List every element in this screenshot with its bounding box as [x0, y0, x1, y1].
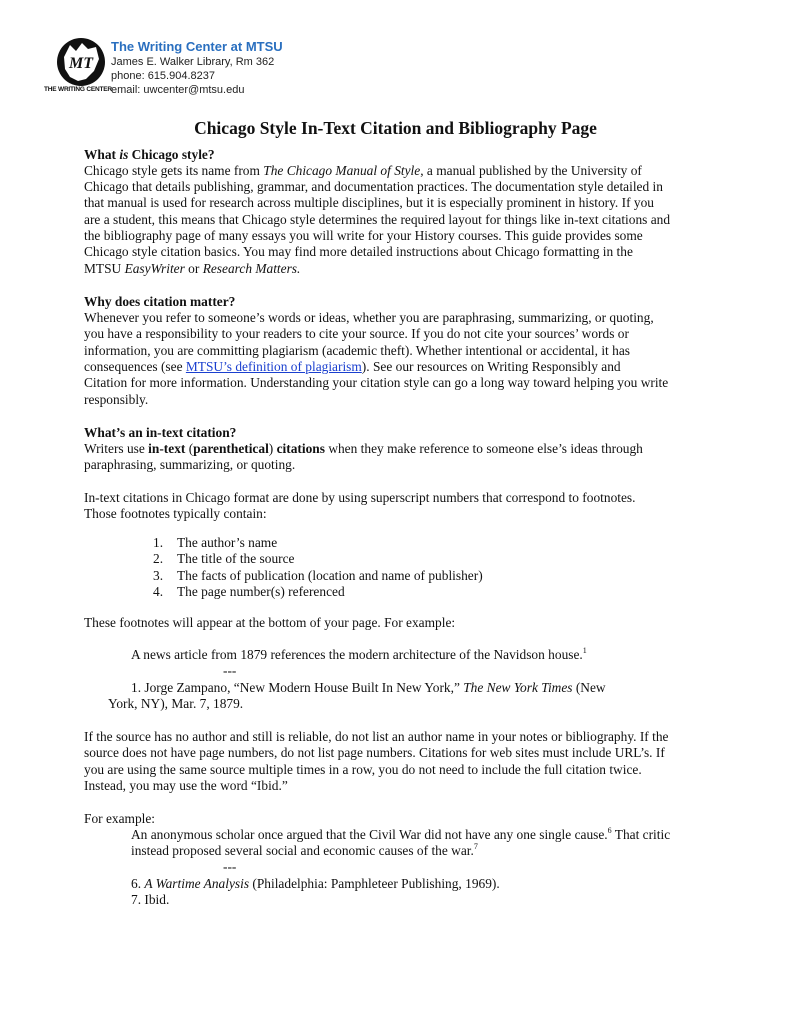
footnote-entry-continued: York, NY), Mar. 7, 1879. [108, 696, 244, 711]
paragraph-line: you have a responsibility to your readers to cite your source. If you do not cite your sources’ words or [84, 326, 629, 341]
org-address: James E. Walker Library, Rm 362 [111, 56, 275, 68]
footnote-entry: 6. A Wartime Analysis (Philadelphia: Pamphleteer Publishing, 1969). [131, 876, 500, 891]
footnote-separator: --- [223, 663, 237, 678]
list-item: The title of the source [177, 551, 295, 566]
paragraph-line: are a student, this means that Chicago style determines the required layout for things like in-text citations and [84, 212, 671, 227]
org-phone: phone: 615.904.8237 [111, 70, 215, 82]
paragraph-line: the bibliography page of many essays you will write for your History courses. This guide provides some [84, 228, 643, 243]
paragraph-line: Citation for more information. Understanding your citation style can go a long way toward helping you write [84, 375, 669, 390]
footnote-marker: 7 [473, 842, 478, 851]
paragraph-line: responsibly. [84, 392, 149, 407]
list-item: The page number(s) referenced [177, 584, 345, 599]
paragraph-line: Chicago that details publishing, grammar, and documentation practices. The documentation style detailed in [84, 179, 663, 194]
paragraph-line: These footnotes will appear at the bottom of your page. For example: [84, 615, 456, 630]
paragraph-line: source does not have page numbers, do not list page numbers. Citations for web sites must include URL’s. If [84, 745, 665, 760]
paragraph-line: you are using the same source multiple times in a row, you do not need to include the full citation twice. [84, 762, 642, 777]
logo-tagline: THE WRITING CENTER [44, 86, 112, 93]
list-item: The author’s name [177, 535, 278, 550]
example-sentence: A news article from 1879 references the modern architecture of the Navidson house.$^1$ [131, 646, 587, 662]
list-item-number: 4. [153, 584, 164, 599]
paragraph-line: MTSU EasyWriter or Research Matters. [84, 261, 301, 276]
list-item-number: 2. [153, 551, 164, 566]
writing-center-logo [56, 37, 106, 93]
footnote-marker: 1 [582, 646, 587, 655]
paragraph-line: Those footnotes typically contain: [84, 506, 267, 521]
list-item-number: 1. [153, 535, 164, 550]
paragraph-line: For example: [84, 811, 156, 826]
paragraph-line: that manual is used for research across multiple disciplines, but it is especially prominent in history. If you [84, 195, 654, 210]
paragraph-line: Chicago style gets its name from The Chicago Manual of Style, a manual published by the University of [84, 163, 642, 178]
org-name: The Writing Center at MTSU [111, 39, 283, 54]
footnote-entry: 7. Ibid. [131, 892, 170, 907]
paragraph-line: information, you are committing plagiarism (academic theft). Whether intentional or accidental, it has [84, 343, 630, 358]
section-heading-in-text: What’s an in-text citation? [84, 425, 237, 440]
paragraph-line: If the source has no author and still is reliable, do not list an author name in your notes or bibliography. If the [84, 729, 669, 744]
paragraph-line: Whenever you refer to someone’s words or ideas, whether you are paraphrasing, summarizing, or quoting, [84, 310, 654, 325]
org-email: email: uwcenter@mtsu.edu [111, 84, 245, 96]
page-title: Chicago Style In-Text Citation and Bibliography Page [194, 118, 597, 138]
example-sentence: An anonymous scholar once argued that the Civil War did not have any one single cause.$^6$ That critic [131, 826, 671, 842]
section-heading-what-is: What is Chicago style? [84, 147, 215, 162]
paragraph-line: Writers use in-text (parenthetical) citations when they make reference to someone else’s ideas through [84, 441, 643, 456]
section-heading-why-citation: Why does citation matter? [84, 294, 236, 309]
svg-text:MT: MT [69, 55, 93, 72]
footnote-separator: --- [223, 859, 237, 874]
paragraph-line: consequences (see MTSU’s definition of plagiarism). See our resources on Writing Responsibly and [84, 359, 621, 374]
list-item: The facts of publication (location and name of publisher) [177, 568, 483, 583]
paragraph-line: In-text citations in Chicago format are done by using superscript numbers that correspond to footnotes. [84, 490, 636, 505]
example-sentence: instead proposed several social and economic causes of the war.$^7$ [131, 842, 478, 858]
paragraph-line: Chicago style citation basics. You may find more detailed instructions about Chicago formatting in the [84, 244, 633, 259]
plagiarism-definition-link[interactable]: MTSU’s definition of plagiarism [185, 359, 362, 374]
footnote-entry: 1. Jorge Zampano, “New Modern House Built In New York,” The New York Times (New [131, 680, 606, 695]
list-item-number: 3. [153, 568, 164, 583]
paragraph-line: paraphrasing, summarizing, or quoting. [84, 457, 296, 472]
footnote-marker: 6 [607, 826, 612, 835]
paragraph-line: Instead, you may use the word “Ibid.” [84, 778, 288, 793]
